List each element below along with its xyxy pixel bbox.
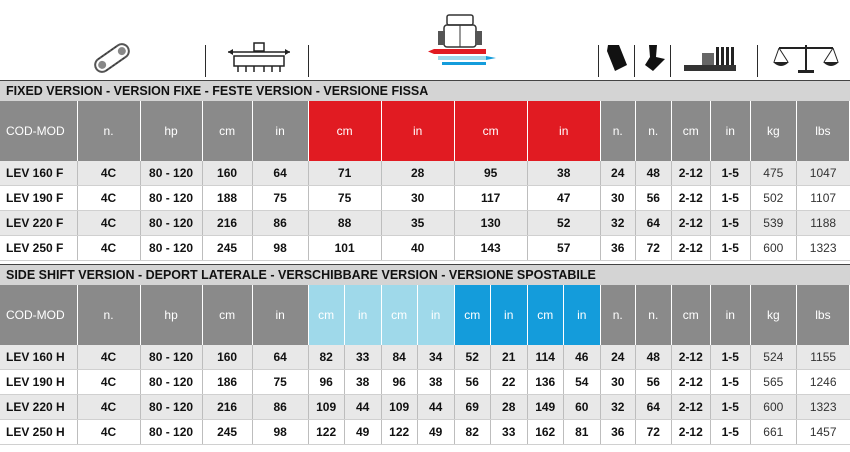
table-cell: 54 [563,370,600,395]
table-cell: 109 [308,395,344,420]
header-cell: cm [527,285,563,345]
table-cell: 60 [563,395,600,420]
table-cell: 4C [77,161,140,186]
table-cell: 88 [308,211,381,236]
header-cell: kg [750,101,796,161]
table-cell: 143 [454,236,527,261]
table-cell: 71 [308,161,381,186]
table-cell: 24 [600,161,635,186]
table-cell: 1155 [796,345,849,370]
table-cell: 98 [252,236,308,261]
table-cell: 661 [750,420,796,445]
header-cell: n. [77,101,140,161]
header-cell: cm [381,285,417,345]
table-cell: 565 [750,370,796,395]
table-cell: 1246 [796,370,849,395]
table-cell: 82 [308,345,344,370]
header-cell: in [252,101,308,161]
model-code-cell: LEV 190 H [0,370,77,395]
table-cell: 46 [563,345,600,370]
header-cell: COD-MOD [0,101,77,161]
table-cell: 4C [77,420,140,445]
header-cell: cm [202,285,252,345]
header-cell: n. [600,101,635,161]
table-cell: 49 [344,420,381,445]
table-cell: 80 - 120 [140,236,202,261]
header-cell: hp [140,285,202,345]
divider [598,45,599,77]
table-row [0,186,850,211]
table-cell: 64 [635,211,671,236]
table-cell: 86 [252,395,308,420]
table-cell: 38 [344,370,381,395]
table-cell: 95 [454,161,527,186]
weight-scale-icon [770,40,842,76]
header-cell: n. [635,101,671,161]
table-cell: 122 [308,420,344,445]
table-cell: 48 [635,345,671,370]
table-cell: 52 [527,211,600,236]
table-cell: 4C [77,236,140,261]
table-cell: 82 [454,420,490,445]
table-row [0,345,850,370]
fixed-table-body [0,161,850,261]
model-code-cell: LEV 160 F [0,161,77,186]
table-cell: 2-12 [671,211,710,236]
table-cell: 1-5 [710,345,750,370]
divider [308,45,309,77]
table-cell: 1188 [796,211,849,236]
table-cell: 475 [750,161,796,186]
table-cell: 1107 [796,186,849,211]
table-cell: 539 [750,211,796,236]
table-cell: 80 - 120 [140,345,202,370]
fixed-version-title: FIXED VERSION - VERSION FIXE - FESTE VERSION - VERSIONE FISSA [0,81,850,102]
table-cell: 96 [381,370,417,395]
table-cell: 75 [252,370,308,395]
model-code-cell: LEV 220 H [0,395,77,420]
table-cell: 160 [202,161,252,186]
table-cell: 80 - 120 [140,420,202,445]
table-cell: 245 [202,236,252,261]
table-cell: 30 [600,370,635,395]
table-cell: 130 [454,211,527,236]
table-cell: 56 [635,370,671,395]
header-cell: cm [454,285,490,345]
header-cell: hp [140,101,202,161]
table-cell: 21 [490,345,527,370]
table-cell: 56 [454,370,490,395]
model-code-cell: LEV 160 H [0,345,77,370]
table-cell: 4C [77,345,140,370]
table-cell: 1-5 [710,236,750,261]
tractor-shift-icon [420,10,500,74]
table-cell: 502 [750,186,796,211]
table-cell: 4C [77,395,140,420]
table-cell: 4C [77,186,140,211]
table-cell: 72 [635,236,671,261]
fixed-header-row [0,101,850,161]
header-cell: in [252,285,308,345]
table-cell: 80 - 120 [140,395,202,420]
table-cell: 44 [344,395,381,420]
table-cell: 1-5 [710,395,750,420]
table-cell: 72 [635,420,671,445]
chain-drive-icon [88,40,136,76]
table-cell: 98 [252,420,308,445]
table-cell: 80 - 120 [140,161,202,186]
table-cell: 80 - 120 [140,211,202,236]
header-cell: cm [308,285,344,345]
table-cell: 81 [563,420,600,445]
table-cell: 52 [454,345,490,370]
table-row [0,420,850,445]
header-cell: cm [202,101,252,161]
table-cell: 136 [527,370,563,395]
fixed-version-table [0,80,850,261]
shift-header-row [0,285,850,345]
header-cell: in [710,101,750,161]
header-cell: kg [750,285,796,345]
table-cell: 57 [527,236,600,261]
side-shift-version-title: SIDE SHIFT VERSION - DEPORT LATERALE - VERSCHIBBARE VERSION - VERSIONE SPOSTABILE [0,265,850,286]
table-cell: 1-5 [710,186,750,211]
model-code-cell: LEV 220 F [0,211,77,236]
table-cell: 117 [454,186,527,211]
table-cell: 64 [635,395,671,420]
header-cell: lbs [796,285,849,345]
table-cell: 96 [308,370,344,395]
table-cell: 4C [77,211,140,236]
table-row [0,211,850,236]
table-cell: 1-5 [710,370,750,395]
model-code-cell: LEV 250 H [0,420,77,445]
divider [634,45,635,77]
table-cell: 22 [490,370,527,395]
table-cell: 1047 [796,161,849,186]
table-cell: 75 [308,186,381,211]
header-cell: n. [600,285,635,345]
table-cell: 2-12 [671,345,710,370]
header-cell: in [381,101,454,161]
table-cell: 80 - 120 [140,370,202,395]
table-cell: 30 [381,186,454,211]
table-cell: 36 [600,420,635,445]
table-cell: 32 [600,211,635,236]
table-cell: 114 [527,345,563,370]
table-cell: 2-12 [671,161,710,186]
shift-table-body [0,345,850,445]
table-cell: 40 [381,236,454,261]
table-cell: 2-12 [671,395,710,420]
table-cell: 2-12 [671,370,710,395]
header-cell: in [490,285,527,345]
header-cell: in [563,285,600,345]
table-cell: 64 [252,345,308,370]
header-cell: n. [77,285,140,345]
table-cell: 69 [454,395,490,420]
table-cell: 30 [600,186,635,211]
header-cell: cm [671,101,710,161]
table-cell: 101 [308,236,381,261]
table-cell: 4C [77,370,140,395]
table-cell: 36 [600,236,635,261]
table-cell: 2-12 [671,236,710,261]
header-cell: in [417,285,454,345]
model-code-cell: LEV 250 F [0,236,77,261]
table-cell: 28 [381,161,454,186]
table-cell: 216 [202,395,252,420]
header-cell: n. [635,285,671,345]
icon-header-row [0,0,850,80]
table-cell: 86 [252,211,308,236]
table-cell: 64 [252,161,308,186]
divider [670,45,671,77]
table-cell: 56 [635,186,671,211]
table-cell: 80 - 120 [140,186,202,211]
table-cell: 1323 [796,236,849,261]
side-shift-table [0,264,850,445]
divider [757,45,758,77]
table-cell: 149 [527,395,563,420]
table-cell: 162 [527,420,563,445]
table-row [0,370,850,395]
table-cell: 1-5 [710,161,750,186]
table-cell: 122 [381,420,417,445]
table-cell: 1323 [796,395,849,420]
table-cell: 1457 [796,420,849,445]
table-cell: 524 [750,345,796,370]
table-row [0,236,850,261]
table-cell: 24 [600,345,635,370]
table-cell: 2-12 [671,186,710,211]
header-cell: in [344,285,381,345]
table-cell: 600 [750,236,796,261]
table-cell: 47 [527,186,600,211]
table-cell: 1-5 [710,211,750,236]
table-cell: 48 [635,161,671,186]
table-cell: 32 [600,395,635,420]
table-cell: 34 [417,345,454,370]
table-row [0,395,850,420]
table-cell: 38 [527,161,600,186]
table-row [0,161,850,186]
blade-icon [600,42,632,74]
table-cell: 33 [490,420,527,445]
table-cell: 245 [202,420,252,445]
header-cell: cm [308,101,381,161]
table-cell: 35 [381,211,454,236]
header-cell: in [527,101,600,161]
header-cell: lbs [796,101,849,161]
header-cell: cm [671,285,710,345]
table-cell: 28 [490,395,527,420]
table-cell: 38 [417,370,454,395]
table-cell: 109 [381,395,417,420]
model-code-cell: LEV 190 F [0,186,77,211]
table-cell: 33 [344,345,381,370]
table-cell: 75 [252,186,308,211]
divider [205,45,206,77]
table-cell: 49 [417,420,454,445]
table-cell: 600 [750,395,796,420]
table-cell: 2-12 [671,420,710,445]
table-cell: 84 [381,345,417,370]
hoe-blade-icon [638,42,670,74]
table-cell: 1-5 [710,420,750,445]
depth-gauge-icon [680,42,740,74]
header-cell: cm [454,101,527,161]
table-cell: 216 [202,211,252,236]
table-cell: 188 [202,186,252,211]
table-cell: 186 [202,370,252,395]
frame-width-icon [225,38,293,76]
header-cell: in [710,285,750,345]
header-cell: COD-MOD [0,285,77,345]
table-cell: 44 [417,395,454,420]
table-cell: 160 [202,345,252,370]
